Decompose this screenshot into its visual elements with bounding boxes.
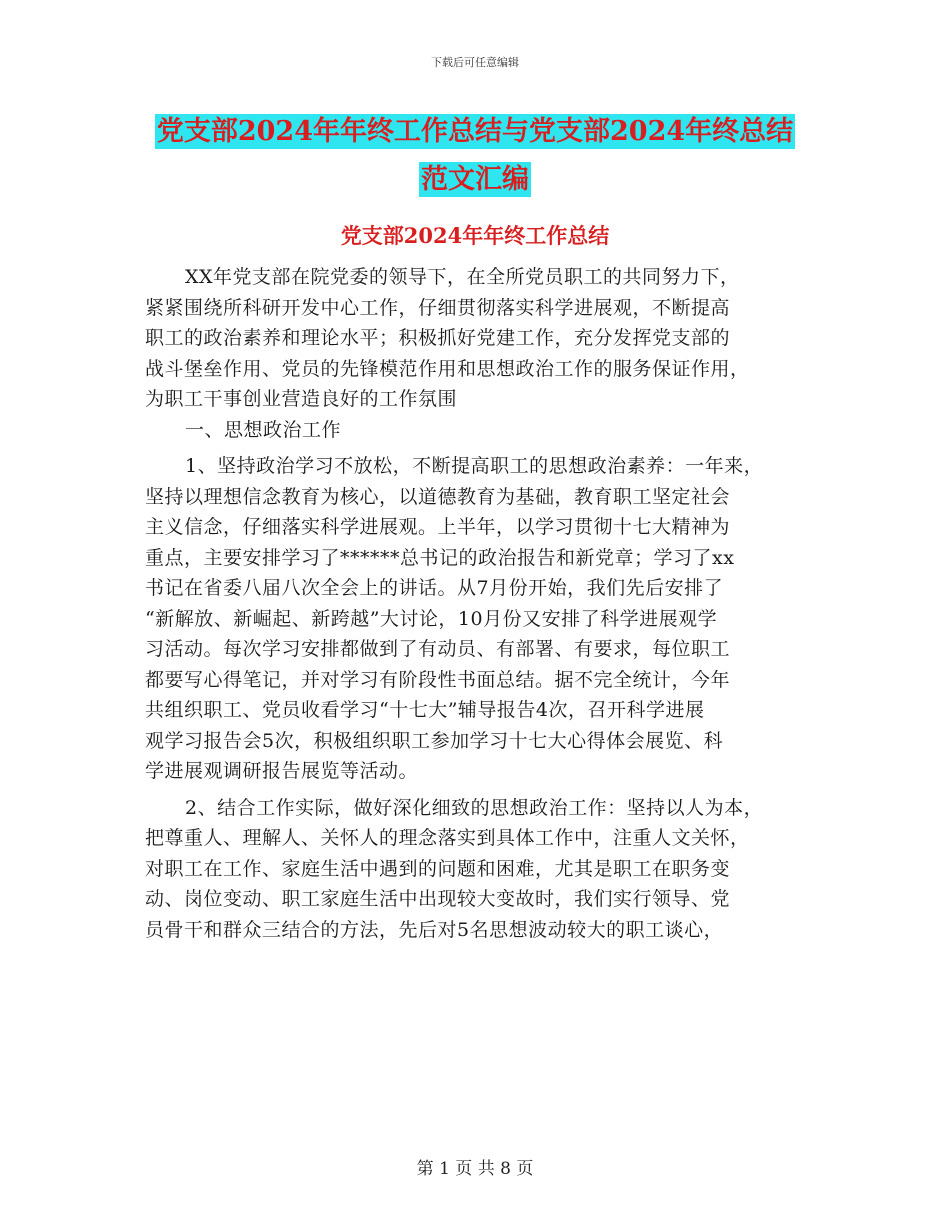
text-line: 对职工在工作、家庭生活中遇到的问题和困难，尤其是职工在职务变 xyxy=(145,857,731,880)
text-line: 2、结合工作实际，做好深化细致的思想政治工作：坚持以人为本， xyxy=(185,796,764,819)
text-line: 把尊重人、理解人、关怀人的理念落实到具体工作中，注重人文关怀， xyxy=(145,827,750,849)
text-line: 共组织职工、党员收看学习“十七大”辅导报告4次，召开科学进展 xyxy=(145,699,705,721)
body-text xyxy=(145,262,815,945)
text-line: 都要写心得笔记，并对学习有阶段性书面总结。据不完全统计，今年 xyxy=(145,668,731,691)
text-line: 1、坚持政治学习不放松，不断提高职工的思想政治素养：一年来， xyxy=(185,455,764,477)
text-line: 为职工干事创业营造良好的工作氛围 xyxy=(145,388,458,410)
title-line-2: 范文汇编 xyxy=(421,164,529,195)
text-line: 职工的政治素养和理论水平；积极抓好党建工作，充分发挥党支部的 xyxy=(145,327,731,349)
paragraph xyxy=(145,793,815,946)
paragraph-heading xyxy=(145,415,815,446)
header-note: 下载后可任意编辑 xyxy=(431,56,519,69)
document-title xyxy=(0,108,950,204)
text-line: XX年党支部在院党委的领导下，在全所党员职工的共同努力下， xyxy=(185,266,740,288)
text-line: 一、思想政治工作 xyxy=(185,418,342,441)
text-line: 主义信念，仔细落实科学进展观。上半年，以学习贯彻十七大精神为 xyxy=(145,516,731,538)
text-line: 员骨干和群众三结合的方法，先后对5名思想波动较大的职工谈心， xyxy=(145,918,724,941)
section-title: 党支部2024年年终工作总结 xyxy=(340,223,610,248)
text-line: 学进展观调研报告展览等活动。 xyxy=(145,760,419,782)
text-line: 紧紧围绕所科研开发中心工作，仔细贯彻落实科学进展观，不断提高 xyxy=(145,296,731,319)
text-line: “新解放、新崛起、新跨越”大讨论，10月份又安排了科学进展观学 xyxy=(145,607,718,630)
text-line: 重点，主要安排学习了******总书记的政治报告和新党章；学习了xx xyxy=(145,546,735,569)
text-line: 习活动。每次学习安排都做到了有动员、有部署、有要求，每位职工 xyxy=(145,638,731,660)
title-line-1: 党支部2024年年终工作总结与党支部2024年终总结 xyxy=(156,116,794,147)
text-line: 战斗堡垒作用、党员的先锋模范作用和思想政治工作的服务保证作用， xyxy=(145,357,750,380)
text-line: 书记在省委八届八次全会上的讲话。从7月份开始，我们先后安排了 xyxy=(145,577,724,599)
paragraph xyxy=(145,451,815,787)
page-number-footer: 第 1 页 共 8 页 xyxy=(416,1159,534,1179)
text-line: 坚持以理想信念教育为核心，以道德教育为基础，教育职工坚定社会 xyxy=(145,485,731,508)
paragraph xyxy=(145,262,815,415)
text-line: 动、岗位变动、职工家庭生活中出现较大变故时，我们实行领导、党 xyxy=(145,888,731,910)
text-line: 观学习报告会5次，积极组织职工参加学习十七大心得体会展览、科 xyxy=(145,729,724,752)
